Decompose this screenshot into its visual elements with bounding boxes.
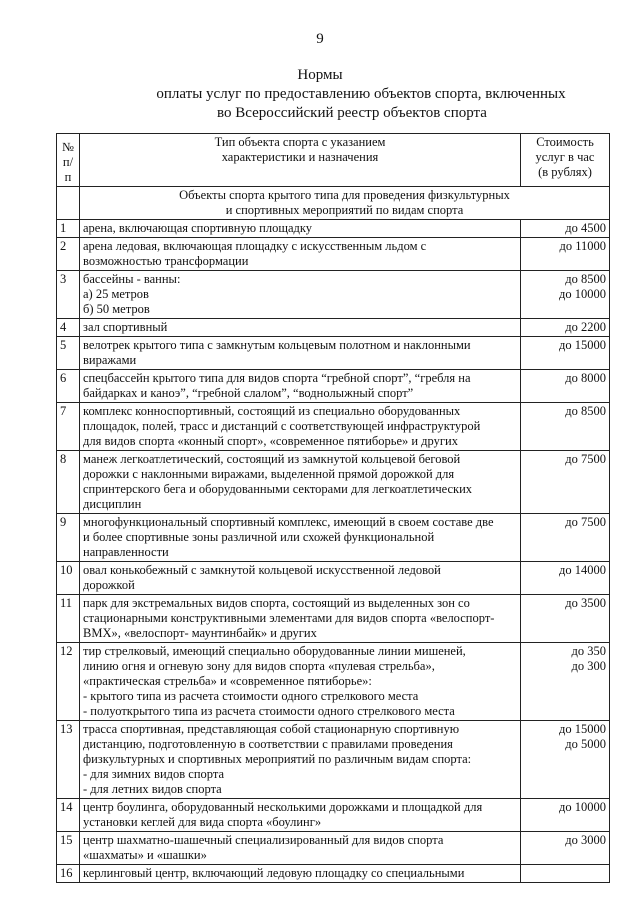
- description-line: арена, включающая спортивную площадку: [83, 221, 313, 235]
- table-row: [57, 451, 610, 514]
- table-row: [57, 271, 610, 319]
- description-line: арена ледовая, включающая площадку с искусственным льдом с: [83, 239, 427, 253]
- description-line: спецбассейн крытого типа для видов спорта “гребной спорт”, “гребля на: [83, 371, 471, 385]
- object-description: [80, 403, 521, 451]
- description-line: бассейны - ванны:: [83, 272, 181, 286]
- description-line: парк для экстремальных видов спорта, состоящий из выделенных зон со: [83, 596, 470, 610]
- row-number: 7: [57, 403, 80, 451]
- cost-value: до 300: [571, 659, 606, 673]
- description-line: многофункциональный спортивный комплекс, имеющий в своем составе две: [83, 515, 494, 529]
- row-number: 16: [57, 865, 80, 883]
- object-description: [80, 562, 521, 595]
- cost-cell: [521, 721, 610, 799]
- cost-value: до 2200: [565, 320, 606, 334]
- description-line: спринтерского бега и оборудованными секторами для легкоатлетических: [83, 482, 473, 496]
- description-line: - крытого типа из расчета стоимости одного стрелкового места: [83, 689, 419, 703]
- cost-value: до 15000: [559, 722, 606, 736]
- description-line: дистанцию, подготовленную в соответствии с правилами проведения: [83, 737, 453, 751]
- cost-value: до 3000: [565, 833, 606, 847]
- row-number: 3: [57, 271, 80, 319]
- description-line: виражами: [83, 353, 137, 367]
- title-line-2: оплаты услуг по предоставлению объектов спорта, включенных: [156, 86, 566, 102]
- object-description: [80, 238, 521, 271]
- cost-cell: [521, 865, 610, 883]
- description-line: тир стрелковый, имеющий специально оборудованные линии мишеней,: [83, 644, 466, 658]
- table-row: [57, 832, 610, 865]
- cost-value: до 3500: [565, 596, 606, 610]
- row-number: 11: [57, 595, 80, 643]
- cost-value: до 350: [571, 644, 606, 658]
- object-description: [80, 271, 521, 319]
- cost-cell: [521, 337, 610, 370]
- table-row: [57, 514, 610, 562]
- row-number: 10: [57, 562, 80, 595]
- row-number: 8: [57, 451, 80, 514]
- object-description: [80, 451, 521, 514]
- cost-value: до 8500: [565, 272, 606, 286]
- cost-value: до 10000: [559, 287, 606, 301]
- description-line: зал спортивный: [83, 320, 168, 334]
- cost-value: до 15000: [559, 338, 606, 352]
- object-description: [80, 799, 521, 832]
- cost-value: до 7500: [565, 452, 606, 466]
- cost-value: до 14000: [559, 563, 606, 577]
- cost-value: до 10000: [559, 800, 606, 814]
- cost-value: до 8000: [565, 371, 606, 385]
- table-row: [57, 319, 610, 337]
- row-number: 9: [57, 514, 80, 562]
- title-line-3: во Всероссийский реестр объектов спорта: [217, 105, 487, 121]
- title-line-1: Нормы: [297, 67, 343, 83]
- cost-value: до 11000: [559, 239, 606, 253]
- row-number: 13: [57, 721, 80, 799]
- description-line: а) 25 метров: [83, 287, 149, 301]
- row-number: 4: [57, 319, 80, 337]
- page-number: 9: [316, 31, 324, 47]
- description-line: установки кеглей для вида спорта «боулинг»: [83, 815, 322, 829]
- description-line: б) 50 метров: [83, 302, 150, 316]
- header-cost: Стоимость услуг в час (в рублях): [521, 134, 610, 187]
- description-line: керлинговый центр, включающий ледовую площадку со специальными: [83, 866, 465, 880]
- document-title: [0, 66, 640, 123]
- cost-cell: [521, 799, 610, 832]
- table-row: [57, 595, 610, 643]
- object-description: [80, 514, 521, 562]
- description-line: манеж легкоатлетический, состоящий из замкнутой кольцевой беговой: [83, 452, 461, 466]
- row-number: 6: [57, 370, 80, 403]
- description-line: для видов спорта «конный спорт», «современное пятиборье» и других: [83, 434, 458, 448]
- object-description: [80, 832, 521, 865]
- row-number: 1: [57, 220, 80, 238]
- table-row: [57, 865, 610, 883]
- description-line: стационарными конструктивными элементами для видов спорта «велоспорт-: [83, 611, 495, 625]
- cost-cell: [521, 643, 610, 721]
- table-header-row: [57, 134, 610, 187]
- cost-cell: [521, 220, 610, 238]
- cost-cell: [521, 403, 610, 451]
- cost-cell: [521, 238, 610, 271]
- row-number: 12: [57, 643, 80, 721]
- cost-cell: [521, 562, 610, 595]
- description-line: и более спортивные зоны различной или схожей функциональной: [83, 530, 435, 544]
- norms-table: [56, 133, 610, 883]
- table-row: [57, 370, 610, 403]
- object-description: [80, 337, 521, 370]
- description-line: центр боулинга, оборудованный несколькими дорожками и площадкой для: [83, 800, 483, 814]
- object-description: [80, 643, 521, 721]
- object-description: [80, 595, 521, 643]
- description-line: дорожки с наклонными виражами, выделенной прямой дорожкой для: [83, 467, 455, 481]
- description-line: «шахматы» и «шашки»: [83, 848, 207, 862]
- object-description: [80, 721, 521, 799]
- description-line: - полуоткрытого типа из расчета стоимости одного стрелкового места: [83, 704, 455, 718]
- cost-cell: [521, 370, 610, 403]
- description-line: комплекс конноспортивный, состоящий из специально оборудованных: [83, 404, 461, 418]
- description-line: физкультурных и спортивных мероприятий по различным видам спорта:: [83, 752, 472, 766]
- row-number: 5: [57, 337, 80, 370]
- description-line: площадок, полей, трасс и дистанций с соответствующей инфраструктурой: [83, 419, 481, 433]
- description-line: центр шахматно-шашечный специализированный для видов спорта: [83, 833, 444, 847]
- description-line: трасса спортивная, представляющая собой стационарную спортивную: [83, 722, 460, 736]
- header-type: Тип объекта спорта с указанием характеристики и назначения: [80, 134, 521, 187]
- table-row: [57, 643, 610, 721]
- description-line: дорожкой: [83, 578, 135, 592]
- description-line: линию огня и огневую зону для видов спорта «пулевая стрельба»,: [83, 659, 435, 673]
- header-num: № п/п: [57, 134, 80, 187]
- table-row: [57, 562, 610, 595]
- table-row: [57, 403, 610, 451]
- cost-cell: [521, 514, 610, 562]
- description-line: - для летних видов спорта: [83, 782, 222, 796]
- object-description: [80, 319, 521, 337]
- section-num-cell: [57, 187, 80, 220]
- description-line: BMX», «велоспорт- маунтинбайк» и других: [83, 626, 317, 640]
- description-line: направленности: [83, 545, 169, 559]
- description-line: велотрек крытого типа с замкнутым кольцевым полотном и наклонными: [83, 338, 471, 352]
- row-number: 2: [57, 238, 80, 271]
- section-title: Объекты спорта крытого типа для проведения физкультурных и спортивных мероприятий по видам спорта: [80, 187, 610, 220]
- cost-cell: [521, 595, 610, 643]
- section-header-row: [57, 187, 610, 220]
- object-description: [80, 370, 521, 403]
- table-row: [57, 337, 610, 370]
- cost-value: до 8500: [565, 404, 606, 418]
- cost-cell: [521, 271, 610, 319]
- table-row: [57, 799, 610, 832]
- description-line: байдарках и каноэ”, “гребной слалом”, “воднолыжный спорт”: [83, 386, 414, 400]
- cost-cell: [521, 451, 610, 514]
- table-row: [57, 220, 610, 238]
- cost-value: до 4500: [565, 221, 606, 235]
- description-line: - для зимних видов спорта: [83, 767, 225, 781]
- description-line: овал конькобежный с замкнутой кольцевой искусственной ледовой: [83, 563, 441, 577]
- description-line: дисциплин: [83, 497, 142, 511]
- object-description: [80, 220, 521, 238]
- description-line: возможностью трансформации: [83, 254, 249, 268]
- table-row: [57, 721, 610, 799]
- description-line: «практическая стрельба» и «современное пятиборье»:: [83, 674, 372, 688]
- object-description: [80, 865, 521, 883]
- cost-cell: [521, 319, 610, 337]
- table-row: [57, 238, 610, 271]
- cost-value: до 5000: [565, 737, 606, 751]
- row-number: 14: [57, 799, 80, 832]
- cost-cell: [521, 832, 610, 865]
- cost-value: до 7500: [565, 515, 606, 529]
- row-number: 15: [57, 832, 80, 865]
